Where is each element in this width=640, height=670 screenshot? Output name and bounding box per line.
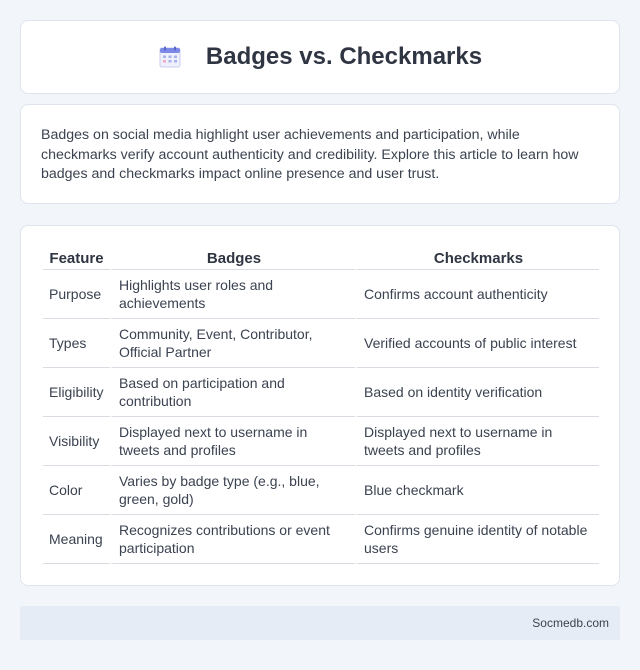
- badges-cell: Recognizes contributions or event participation: [110, 515, 355, 564]
- comparison-card: [20, 225, 620, 586]
- intro-card: [20, 104, 620, 204]
- checkmarks-cell: Blue checkmark: [355, 466, 599, 515]
- feature-cell: Color: [43, 466, 110, 515]
- badges-cell: Highlights user roles and achievements: [110, 270, 355, 319]
- badges-cell: Varies by badge type (e.g., blue, green, gold): [110, 466, 355, 515]
- footer-site-link[interactable]: Socmedb.com: [532, 616, 609, 630]
- feature-cell: Types: [43, 319, 110, 368]
- table-row: [43, 466, 599, 515]
- badges-cell: Displayed next to username in tweets and profiles: [110, 417, 355, 466]
- badges-cell: Based on participation and contribution: [110, 368, 355, 417]
- table-row: [43, 368, 599, 417]
- feature-cell: Visibility: [43, 417, 110, 466]
- calendar-icon: [158, 45, 182, 69]
- checkmarks-cell: Based on identity verification: [355, 368, 599, 417]
- table-row: [43, 270, 599, 319]
- feature-cell: Meaning: [43, 515, 110, 564]
- feature-cell: Purpose: [43, 270, 110, 319]
- table-row: [43, 417, 599, 466]
- table-row: [43, 319, 599, 368]
- header-checkmarks: Checkmarks: [355, 247, 599, 270]
- header-badges: Badges: [110, 247, 355, 270]
- comparison-table: [43, 247, 599, 564]
- table-row: [43, 515, 599, 564]
- checkmarks-cell: Confirms genuine identity of notable users: [355, 515, 599, 564]
- checkmarks-cell: Confirms account authenticity: [355, 270, 599, 319]
- header-feature: Feature: [43, 247, 110, 270]
- title-card: [20, 20, 620, 94]
- footer: [20, 606, 620, 640]
- table-header-row: [43, 247, 599, 270]
- checkmarks-cell: Displayed next to username in tweets and profiles: [355, 417, 599, 466]
- intro-text: Badges on social media highlight user achievements and participation, while checkmarks verify account authenticity and credibility. Explore this article to learn how badges and checkmarks impact online presence and user trust.: [41, 127, 579, 182]
- badges-cell: Community, Event, Contributor, Official Partner: [110, 319, 355, 368]
- feature-cell: Eligibility: [43, 368, 110, 417]
- page-title: Badges vs. Checkmarks: [205, 43, 483, 70]
- checkmarks-cell: Verified accounts of public interest: [355, 319, 599, 368]
